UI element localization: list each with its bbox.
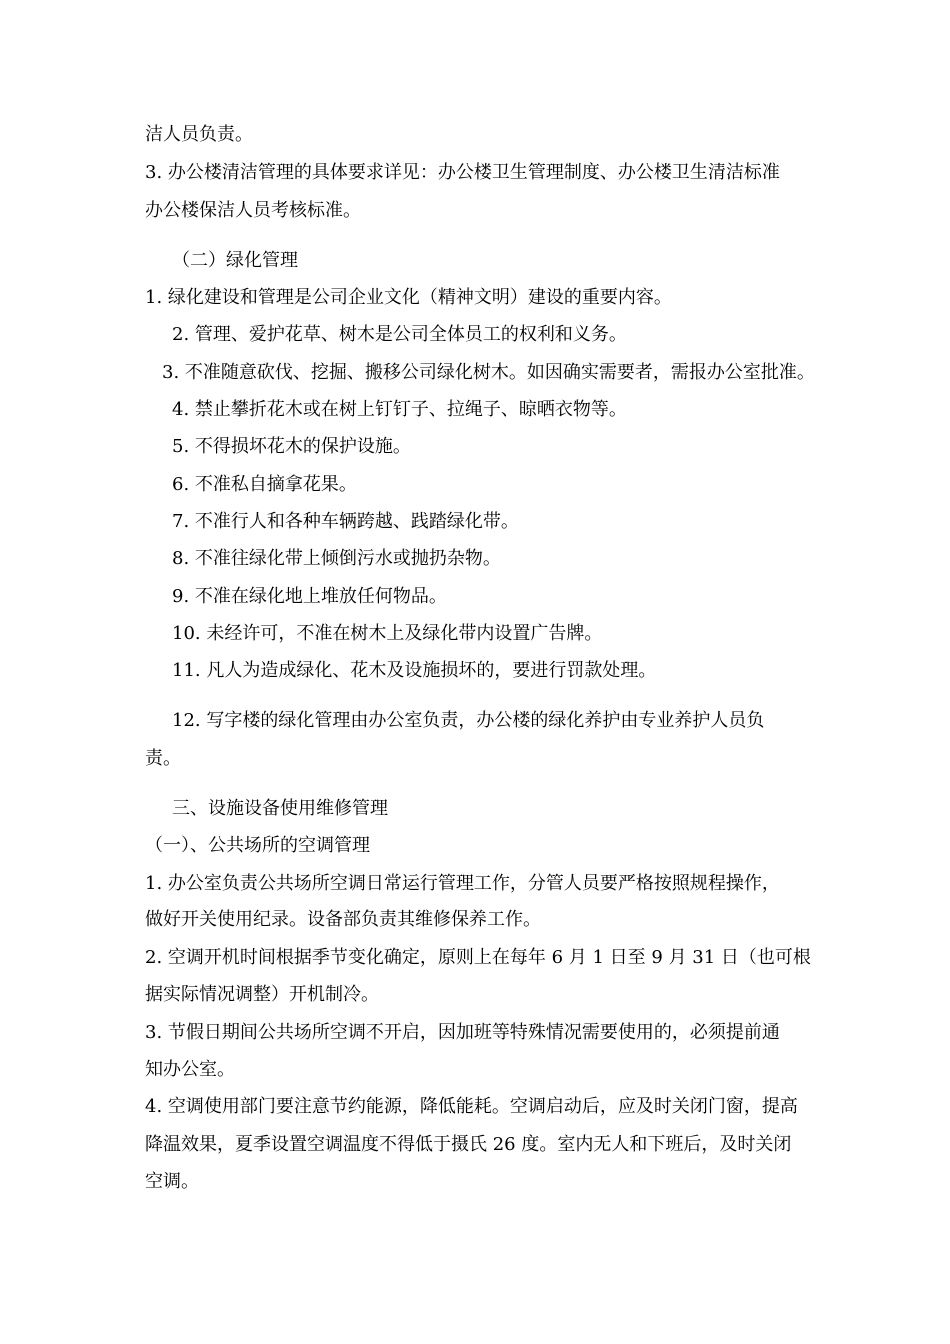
text-line: 办公楼保洁人员考核标准。 bbox=[145, 200, 361, 221]
list-item: 5. 不得损坏花木的保护设施。 bbox=[172, 436, 411, 457]
list-item: 2. 管理、爱护花草、树木是公司全体员工的权利和义务。 bbox=[172, 324, 627, 345]
text-line: 降温效果，夏季设置空调温度不得低于摄氏 26 度。室内无人和下班后，及时关闭 bbox=[145, 1134, 792, 1155]
section-heading: （二）绿化管理 bbox=[172, 250, 298, 271]
text-line: 据实际情况调整）开机制冷。 bbox=[145, 984, 379, 1005]
list-item: 6. 不准私自摘拿花果。 bbox=[172, 474, 357, 495]
list-item: 12. 写字楼的绿化管理由办公室负责，办公楼的绿化养护由专业养护人员负 bbox=[172, 710, 765, 731]
text-line: 空调。 bbox=[145, 1171, 199, 1192]
text-line: 洁人员负责。 bbox=[145, 124, 253, 145]
list-item: 10. 未经许可，不准在树木上及绿化带内设置广告牌。 bbox=[172, 623, 603, 644]
list-item: 11. 凡人为造成绿化、花木及设施损坏的，要进行罚款处理。 bbox=[172, 660, 657, 681]
list-item: 4. 空调使用部门要注意节约能源，降低能耗。空调启动后，应及时关闭门窗，提高 bbox=[145, 1096, 798, 1117]
list-item: 3. 不准随意砍伐、挖掘、搬移公司绿化树木。如因确实需要者，需报办公室批准。 bbox=[162, 362, 815, 383]
list-item: 1. 绿化建设和管理是公司企业文化（精神文明）建设的重要内容。 bbox=[145, 287, 672, 308]
list-item: 7. 不准行人和各种车辆跨越、践踏绿化带。 bbox=[172, 511, 519, 532]
list-item: 4. 禁止攀折花木或在树上钉钉子、拉绳子、晾晒衣物等。 bbox=[172, 399, 627, 420]
text-line: 责。 bbox=[145, 748, 181, 769]
subsection-heading: （一）、公共场所的空调管理 bbox=[145, 835, 370, 856]
list-item: 3. 节假日期间公共场所空调不开启，因加班等特殊情况需要使用的，必须提前通 bbox=[145, 1022, 780, 1043]
text-line: 3. 办公楼清洁管理的具体要求详见：办公楼卫生管理制度、办公楼卫生清洁标准 bbox=[145, 162, 780, 183]
list-item: 8. 不准往绿化带上倾倒污水或抛扔杂物。 bbox=[172, 548, 501, 569]
list-item: 9. 不准在绿化地上堆放任何物品。 bbox=[172, 586, 447, 607]
list-item: 1. 办公室负责公共场所空调日常运行管理工作，分管人员要严格按照规程操作， bbox=[145, 873, 780, 894]
list-item: 2. 空调开机时间根据季节变化确定，原则上在每年 6 月 1 日至 9 月 31 日（也可根 bbox=[145, 947, 811, 968]
section-heading: 三、设施设备使用维修管理 bbox=[172, 798, 388, 819]
text-line: 做好开关使用纪录。设备部负责其维修保养工作。 bbox=[145, 909, 541, 930]
text-line: 知办公室。 bbox=[145, 1059, 235, 1080]
